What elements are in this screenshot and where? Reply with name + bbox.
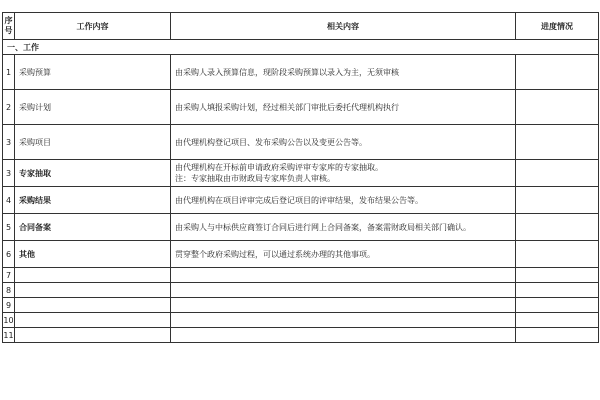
- work-content-cell: 专家抽取: [15, 160, 171, 187]
- progress-cell: [516, 125, 599, 160]
- work-content-cell: 采购结果: [15, 187, 171, 214]
- related-content-cell: [171, 298, 516, 313]
- related-content-cell: [171, 283, 516, 298]
- work-content-cell: 合同备案: [15, 214, 171, 241]
- table-row: [3, 125, 599, 160]
- progress-cell: [516, 298, 599, 313]
- work-content-cell: [15, 283, 171, 298]
- related-content-cell: [171, 125, 516, 160]
- row-index: 9: [3, 298, 15, 313]
- related-content-cell: [171, 90, 516, 125]
- row-index: 2: [3, 90, 15, 125]
- related-content-cell: [171, 160, 516, 187]
- header-progress: 进度情况: [516, 13, 599, 40]
- table-row: [3, 160, 599, 187]
- work-progress-table: [2, 12, 599, 343]
- table-row: [3, 328, 599, 343]
- header-index: [3, 13, 15, 40]
- progress-cell: [516, 187, 599, 214]
- work-content-cell: 采购计划: [15, 90, 171, 125]
- related-content-line: 由代理机构在项目评审完成后登记项目的评审结果，发布结果公告等。: [175, 195, 423, 205]
- header-row: [3, 13, 599, 40]
- table-row: [3, 214, 599, 241]
- row-index: 3: [3, 160, 15, 187]
- work-content-cell: [15, 268, 171, 283]
- table-row: [3, 55, 599, 90]
- table-row: [3, 241, 599, 268]
- table-row: [3, 90, 599, 125]
- row-index: 10: [3, 313, 15, 328]
- work-content-cell: 其他: [15, 241, 171, 268]
- progress-cell: [516, 313, 599, 328]
- row-index: 6: [3, 241, 15, 268]
- related-content-line: 注：专家抽取由市财政局专家库负责人审核。: [175, 174, 335, 183]
- related-content-line: 由代理机构登记项目、发布采购公告以及变更公告等。: [175, 137, 367, 147]
- row-index: 1: [3, 55, 15, 90]
- progress-cell: [516, 214, 599, 241]
- related-content-line: 由采购人与中标供应商签订合同后进行网上合同备案，备案需财政局相关部门确认。: [175, 222, 471, 232]
- work-content-cell: [15, 298, 171, 313]
- section-row: [3, 40, 599, 55]
- progress-cell: [516, 328, 599, 343]
- row-index: 8: [3, 283, 15, 298]
- related-content-line: 由采购人填报采购计划，经过相关部门审批后委托代理机构执行: [175, 102, 399, 112]
- header-related-content: 相关内容: [171, 13, 516, 40]
- table-row: [3, 187, 599, 214]
- row-index: 4: [3, 187, 15, 214]
- row-index: 5: [3, 214, 15, 241]
- header-index-top: 序: [4, 16, 13, 25]
- work-content-cell: 采购项目: [15, 125, 171, 160]
- progress-cell: [516, 241, 599, 268]
- work-content-cell: [15, 313, 171, 328]
- related-content-cell: [171, 187, 516, 214]
- progress-cell: [516, 160, 599, 187]
- related-content-cell: [171, 268, 516, 283]
- header-index-bottom: 号: [4, 26, 13, 35]
- related-content-cell: [171, 313, 516, 328]
- row-index: 7: [3, 268, 15, 283]
- related-content-line: 由代理机构在开标前申请政府采购评审专家库的专家抽取。: [175, 163, 383, 172]
- table-row: [3, 268, 599, 283]
- related-content-cell: [171, 214, 516, 241]
- table-row: [3, 298, 599, 313]
- related-content-cell: [171, 241, 516, 268]
- work-content-cell: [15, 328, 171, 343]
- progress-cell: [516, 268, 599, 283]
- progress-cell: [516, 55, 599, 90]
- related-content-line: 由采购人录入预算信息，现阶段采购预算以录入为主，无须审核: [175, 67, 399, 77]
- related-content-line: 贯穿整个政府采购过程，可以通过系统办理的其他事项。: [175, 249, 375, 259]
- progress-cell: [516, 90, 599, 125]
- related-content-cell: [171, 55, 516, 90]
- table-row: [3, 313, 599, 328]
- work-content-cell: 采购预算: [15, 55, 171, 90]
- progress-cell: [516, 283, 599, 298]
- header-work-content: 工作内容: [15, 13, 171, 40]
- row-index: 11: [3, 328, 15, 343]
- table-row: [3, 283, 599, 298]
- row-index: 3: [3, 125, 15, 160]
- related-content-cell: [171, 328, 516, 343]
- section-title: 一、工作: [3, 40, 599, 55]
